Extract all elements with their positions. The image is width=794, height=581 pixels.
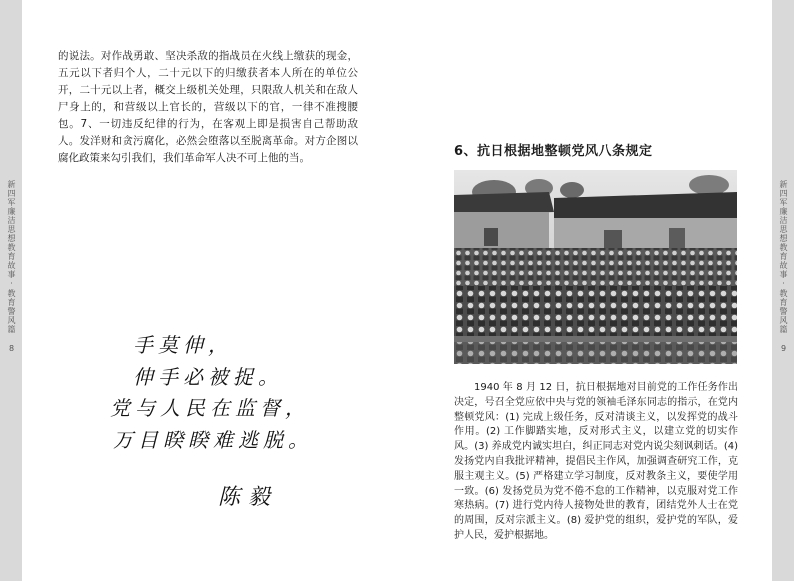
group-photo-image bbox=[454, 170, 737, 364]
right-side-label: 新四军廉洁思想教育故事·教育警风篇 9 bbox=[779, 180, 788, 354]
left-page-paragraph: 的说法。对作战勇敢、坚决杀敌的指战员在火线上缴获的现金，五元以下者归个人，二十元以下的归缴获者本人所在的单位公开，二十元以上者，概交上级机关处理，只限敌人机关和在敌人尸身上的，和营级以上官长的，营级以下的官，一律不准搜腰包。7、一切违反纪律的行为，在客观上即是损害自己帮助敌人。发洋财和贪污腐化，必然会堕落以至脱离革命。对方企图以腐化政策来勾引我们，我们革命军人决不可上他的当。 bbox=[58, 50, 358, 164]
section-title: 6、抗日根据地整顿党风八条规定 bbox=[454, 144, 653, 159]
poem-line-4: 万目睽睽难逃脱。 bbox=[113, 427, 313, 452]
left-side-label: 新四军廉洁思想教育故事·教育警风篇 8 bbox=[7, 180, 16, 354]
group-photo bbox=[454, 170, 737, 364]
calligraphy-poem bbox=[110, 330, 350, 456]
poem-line-1: 手莫伸， bbox=[133, 333, 233, 357]
body-paragraph: 1940 年 8 月 12 日，抗日根据地对目前党的工作任务作出决定，号召全党应依中央与党的领袖毛泽东同志的指示，在党内整顿党风：(1) 完成上级任务，反对清谈主义，以发挥党的战斗作用。(2) 工作脚踏实地，反对形式主义，以建立党的切实作风。(3) 养成党内诚实坦白，纠正同志对党内说尖刻讽刺话。(4) 发扬党内自我批评精神，提倡民主作风，加强调查研究工作，克服主观主义。(5) 严格建立学习制度，反对教条主义，要使学用一致。(6) 发扬党员为党不倦不怠的工作精神，以克服对党工作寒热病。(7) 进行党内待人接物处世的教育，团结党外人士在党的周围，反对宗派主义。(8) 爱护党的组织，爱护党的军队，爱护人民，爱护根据地。 bbox=[454, 382, 738, 541]
poem-line-2: 伸手必被捉。 bbox=[133, 364, 283, 389]
poem-line-3: 党与人民在监督， bbox=[110, 396, 310, 420]
poem-signature: 陈毅 bbox=[218, 485, 279, 510]
